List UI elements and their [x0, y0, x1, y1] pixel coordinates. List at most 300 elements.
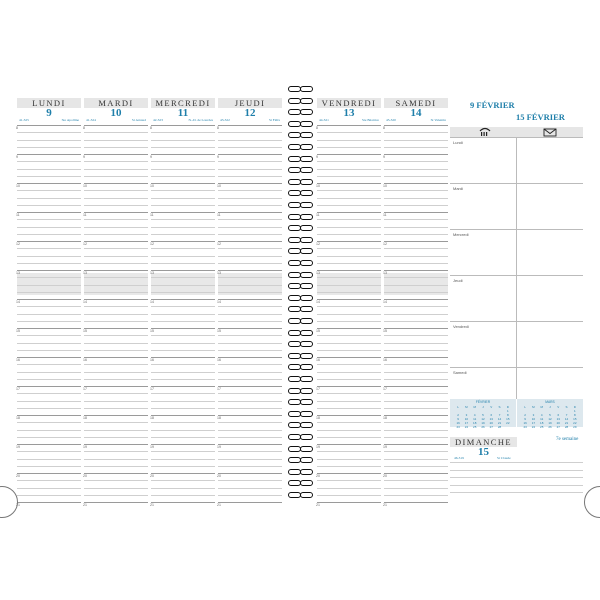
hour-label: 14	[83, 300, 87, 304]
time-line	[17, 161, 81, 162]
hour-label: 11	[83, 213, 87, 217]
time-line	[317, 314, 381, 315]
hour-label: 17	[383, 387, 387, 391]
time-line	[151, 227, 215, 228]
hour-label: 19	[150, 445, 154, 449]
time-line	[151, 422, 215, 423]
binding-ring	[288, 330, 312, 336]
time-line	[151, 321, 215, 322]
time-line	[218, 154, 282, 155]
time-line	[218, 437, 282, 438]
mini-calendar-day: 24	[531, 425, 536, 429]
time-line	[317, 379, 381, 380]
time-line	[17, 176, 81, 177]
time-line	[317, 372, 381, 373]
time-line	[384, 270, 448, 271]
time-line	[17, 219, 81, 220]
saint-name: St Félix	[269, 118, 280, 122]
time-line	[151, 263, 215, 264]
saint-name: Ste Apolline	[61, 118, 79, 122]
time-line	[151, 292, 215, 293]
binding-ring	[288, 86, 312, 92]
hour-label: 15	[217, 329, 221, 333]
time-line	[17, 212, 81, 213]
binding-ring	[288, 411, 312, 417]
time-line	[84, 379, 148, 380]
time-line	[151, 466, 215, 467]
time-line	[17, 169, 81, 170]
time-line	[317, 205, 381, 206]
hour-label: 13	[150, 271, 154, 275]
time-line	[384, 161, 448, 162]
hour-label: 18	[217, 416, 221, 420]
mini-calendar-day: 13	[489, 417, 493, 421]
hour-label: 18	[383, 416, 387, 420]
time-line	[384, 430, 448, 431]
saint-name: St Arnaud	[131, 118, 146, 122]
time-line	[17, 140, 81, 141]
day-count: 43-322	[220, 118, 230, 122]
time-line	[84, 241, 148, 242]
time-line	[317, 495, 381, 496]
hour-label: 17	[316, 387, 320, 391]
time-line	[151, 190, 215, 191]
time-line	[317, 343, 381, 344]
time-line	[317, 306, 381, 307]
time-line	[218, 314, 282, 315]
hour-label: 8	[383, 126, 385, 130]
week-row-label: Mardi	[453, 186, 464, 191]
week-notes-header	[450, 127, 583, 137]
page-corner-left	[0, 486, 18, 518]
time-line	[384, 198, 448, 199]
time-line	[84, 234, 148, 235]
mini-calendar-day: 18	[473, 421, 477, 425]
hour-label: 18	[83, 416, 87, 420]
time-line	[218, 502, 282, 503]
time-line	[151, 372, 215, 373]
hour-label: 13	[217, 271, 221, 275]
hour-label: 15	[316, 329, 320, 333]
time-line	[317, 234, 381, 235]
binding-ring	[288, 283, 312, 289]
mini-calendar-day: 26	[548, 425, 552, 429]
time-line	[151, 147, 215, 148]
day-column-saturday[interactable]	[383, 98, 448, 507]
mini-calendar-weekday: J	[549, 405, 551, 409]
time-line	[218, 299, 282, 300]
time-line	[17, 488, 81, 489]
time-line	[151, 415, 215, 416]
time-line	[317, 277, 381, 278]
time-line	[384, 415, 448, 416]
time-line	[84, 350, 148, 351]
time-line	[151, 176, 215, 177]
hour-label: 20	[16, 474, 20, 478]
binding-ring	[288, 306, 312, 312]
saint-name: St Valentin	[430, 118, 446, 122]
time-line	[17, 379, 81, 380]
mini-calendar-day: 18	[540, 421, 544, 425]
time-line	[384, 183, 448, 184]
hour-label: 11	[316, 213, 320, 217]
hour-label: 10	[316, 184, 320, 188]
week-row-label: Mercredi	[453, 232, 469, 237]
time-line	[384, 190, 448, 191]
hour-label: 21	[383, 503, 387, 507]
time-line	[151, 248, 215, 249]
time-line	[218, 212, 282, 213]
time-line	[384, 219, 448, 220]
binding-ring	[288, 457, 312, 463]
binding-ring	[288, 295, 312, 301]
mini-calendar-weekday: D	[506, 405, 509, 409]
time-line	[17, 277, 81, 278]
time-line	[84, 401, 148, 402]
time-line	[17, 328, 81, 329]
time-line	[218, 343, 282, 344]
time-line	[151, 393, 215, 394]
hour-label: 10	[383, 184, 387, 188]
time-line	[384, 132, 448, 133]
time-line	[384, 147, 448, 148]
time-line	[84, 263, 148, 264]
day-name: MERCREDI	[151, 98, 215, 108]
sunday-line	[450, 462, 583, 463]
day-number: 11	[177, 107, 189, 119]
time-line	[317, 212, 381, 213]
hour-label: 20	[217, 474, 221, 478]
mini-calendar-day: 3	[532, 413, 535, 417]
time-line	[384, 285, 448, 286]
mini-calendar-day	[504, 425, 512, 429]
time-line	[17, 205, 81, 206]
time-line	[151, 234, 215, 235]
hour-label: 17	[150, 387, 154, 391]
time-line	[84, 299, 148, 300]
time-line	[84, 227, 148, 228]
time-line	[17, 495, 81, 496]
time-line	[84, 451, 148, 452]
time-line	[384, 321, 448, 322]
time-line	[151, 357, 215, 358]
time-line	[17, 256, 81, 257]
mini-calendar-day: 28	[564, 425, 569, 429]
day-number: 14	[410, 107, 422, 119]
time-line	[17, 393, 81, 394]
mini-calendar-weekday: V	[490, 405, 493, 409]
week-row-label: Vendredi	[453, 324, 469, 329]
page-corner-right	[584, 486, 600, 518]
time-line	[317, 473, 381, 474]
mini-calendar-weekday: L	[524, 405, 526, 409]
time-line	[384, 401, 448, 402]
binding-ring	[288, 121, 312, 127]
time-line	[218, 227, 282, 228]
mini-calendar-day: 9	[457, 417, 459, 421]
week-row-label: Samedi	[453, 370, 467, 375]
time-line	[17, 299, 81, 300]
sunday-day-count: 46-319	[454, 456, 464, 460]
time-line	[218, 256, 282, 257]
time-line	[317, 502, 381, 503]
time-line	[384, 466, 448, 467]
mini-calendar-day: 20	[556, 421, 560, 425]
mini-calendar-day: 4	[540, 413, 543, 417]
week-row-label: Lundi	[453, 140, 463, 145]
hour-label: 12	[217, 242, 221, 246]
time-line	[317, 219, 381, 220]
time-line	[84, 473, 148, 474]
time-line	[317, 147, 381, 148]
time-line	[84, 147, 148, 148]
time-line	[151, 451, 215, 452]
time-line	[151, 205, 215, 206]
day-name: VENDREDI	[317, 98, 381, 108]
binding-ring	[288, 132, 312, 138]
time-line	[84, 459, 148, 460]
time-line	[317, 437, 381, 438]
time-line	[384, 292, 448, 293]
mini-calendar-weekday: M	[473, 405, 476, 409]
time-line	[317, 364, 381, 365]
time-line	[218, 125, 282, 126]
time-line	[17, 198, 81, 199]
mini-calendar-day: 6	[557, 413, 560, 417]
time-line	[84, 502, 148, 503]
time-line	[317, 132, 381, 133]
time-line	[218, 328, 282, 329]
time-line	[317, 285, 381, 286]
time-line	[17, 270, 81, 271]
mini-calendar-title: MARS	[545, 400, 555, 404]
time-line	[151, 285, 215, 286]
hour-label: 15	[16, 329, 20, 333]
time-line	[384, 451, 448, 452]
time-line	[17, 401, 81, 402]
time-line	[151, 364, 215, 365]
time-line	[218, 357, 282, 358]
mini-calendar-grid	[521, 405, 579, 429]
binding-ring	[288, 364, 312, 370]
day-name: MARDI	[84, 98, 148, 108]
time-line	[17, 125, 81, 126]
hour-label: 19	[217, 445, 221, 449]
time-line	[218, 248, 282, 249]
time-line	[151, 328, 215, 329]
time-line	[218, 488, 282, 489]
mini-calendar-day: 11	[540, 417, 544, 421]
day-column-tuesday[interactable]	[83, 98, 148, 507]
time-line	[384, 299, 448, 300]
time-line	[384, 379, 448, 380]
time-line	[384, 480, 448, 481]
time-line	[384, 459, 448, 460]
time-line	[84, 169, 148, 170]
day-column-monday[interactable]	[16, 98, 81, 507]
time-line	[218, 205, 282, 206]
hour-label: 9	[16, 155, 18, 159]
binding-ring	[288, 202, 312, 208]
mini-calendar-day: 1	[574, 409, 576, 413]
mini-calendar-day: 27	[556, 425, 560, 429]
time-line	[218, 422, 282, 423]
time-line	[317, 248, 381, 249]
day-column-thursday[interactable]	[217, 98, 282, 507]
time-line	[384, 234, 448, 235]
binding-ring	[288, 492, 312, 498]
hour-label: 11	[383, 213, 387, 217]
binding-ring	[288, 237, 312, 243]
time-line	[384, 263, 448, 264]
time-line	[84, 466, 148, 467]
time-line	[17, 147, 81, 148]
time-line	[218, 473, 282, 474]
time-line	[218, 161, 282, 162]
hour-label: 9	[383, 155, 385, 159]
time-line	[218, 234, 282, 235]
time-line	[317, 140, 381, 141]
mini-calendar-weekday: D	[573, 405, 576, 409]
time-line	[218, 306, 282, 307]
binding-ring	[288, 446, 312, 452]
time-line	[84, 444, 148, 445]
time-line	[17, 285, 81, 286]
time-line	[317, 488, 381, 489]
time-line	[17, 459, 81, 460]
time-line	[17, 306, 81, 307]
time-line	[218, 480, 282, 481]
time-line	[218, 364, 282, 365]
time-line	[17, 321, 81, 322]
time-line	[218, 292, 282, 293]
binding-ring	[288, 388, 312, 394]
time-line	[151, 270, 215, 271]
week-row-label: Jeudi	[453, 278, 463, 283]
time-line	[384, 473, 448, 474]
hour-label: 14	[217, 300, 221, 304]
binding-ring	[288, 167, 312, 173]
time-line	[384, 154, 448, 155]
week-number-label: 7e semaine	[556, 437, 579, 442]
day-count: 41-324	[86, 118, 96, 122]
time-line	[317, 263, 381, 264]
time-line	[84, 328, 148, 329]
mini-calendar-title: FÉVRIER	[475, 400, 491, 404]
hour-label: 10	[83, 184, 87, 188]
week-notes-divider	[516, 137, 517, 399]
week-end-date: 15 FÉVRIER	[516, 112, 565, 122]
binding-ring	[288, 434, 312, 440]
time-line	[151, 444, 215, 445]
time-line	[218, 321, 282, 322]
mini-calendar-day: 9	[524, 417, 526, 421]
day-name: JEUDI	[218, 98, 282, 108]
time-line	[84, 154, 148, 155]
mini-calendar-day: 19	[548, 421, 552, 425]
time-line	[151, 480, 215, 481]
mini-calendar-day: 23	[456, 425, 460, 429]
day-column-wednesday[interactable]	[150, 98, 215, 507]
mini-calendar-day: 11	[473, 417, 477, 421]
time-line	[384, 372, 448, 373]
time-line	[151, 212, 215, 213]
time-line	[384, 256, 448, 257]
hour-label: 12	[150, 242, 154, 246]
mini-calendar-day: 29	[573, 425, 577, 429]
time-line	[17, 248, 81, 249]
mini-calendar-day: 5	[549, 413, 551, 417]
time-line	[384, 306, 448, 307]
time-line	[151, 140, 215, 141]
hour-label: 12	[83, 242, 87, 246]
hour-label: 20	[83, 474, 87, 478]
time-line	[151, 132, 215, 133]
hour-label: 20	[316, 474, 320, 478]
time-line	[218, 350, 282, 351]
time-line	[84, 314, 148, 315]
time-line	[317, 154, 381, 155]
time-line	[84, 393, 148, 394]
time-line	[17, 343, 81, 344]
hour-label: 9	[150, 155, 152, 159]
time-line	[17, 132, 81, 133]
mini-calendar-day: 4	[473, 413, 476, 417]
day-name: SAMEDI	[384, 98, 448, 108]
time-line	[84, 140, 148, 141]
time-line	[17, 451, 81, 452]
hour-label: 13	[383, 271, 387, 275]
hour-label: 8	[316, 126, 318, 130]
time-line	[218, 198, 282, 199]
time-line	[84, 321, 148, 322]
time-line	[84, 183, 148, 184]
time-line	[384, 169, 448, 170]
binding-ring	[288, 248, 312, 254]
time-line	[317, 241, 381, 242]
time-line	[218, 430, 282, 431]
mini-calendar-day: 26	[481, 425, 485, 429]
time-line	[384, 393, 448, 394]
time-line	[17, 350, 81, 351]
mini-calendar-march	[517, 399, 583, 427]
time-line	[17, 466, 81, 467]
time-line	[151, 161, 215, 162]
time-line	[84, 132, 148, 133]
time-line	[151, 473, 215, 474]
time-line	[84, 437, 148, 438]
mini-calendar-day: 14	[564, 417, 569, 421]
time-line	[317, 183, 381, 184]
hour-label: 18	[16, 416, 20, 420]
sunday-name: DIMANCHE	[450, 437, 517, 447]
time-line	[151, 459, 215, 460]
time-line	[84, 430, 148, 431]
time-line	[17, 408, 81, 409]
time-line	[384, 502, 448, 503]
time-line	[317, 422, 381, 423]
day-column-friday[interactable]	[316, 98, 381, 507]
time-line	[218, 444, 282, 445]
binding-ring	[288, 480, 312, 486]
time-line	[317, 169, 381, 170]
time-line	[384, 140, 448, 141]
time-line	[84, 335, 148, 336]
day-count: 44-321	[319, 118, 329, 122]
time-line	[151, 401, 215, 402]
time-line	[384, 227, 448, 228]
time-line	[218, 401, 282, 402]
